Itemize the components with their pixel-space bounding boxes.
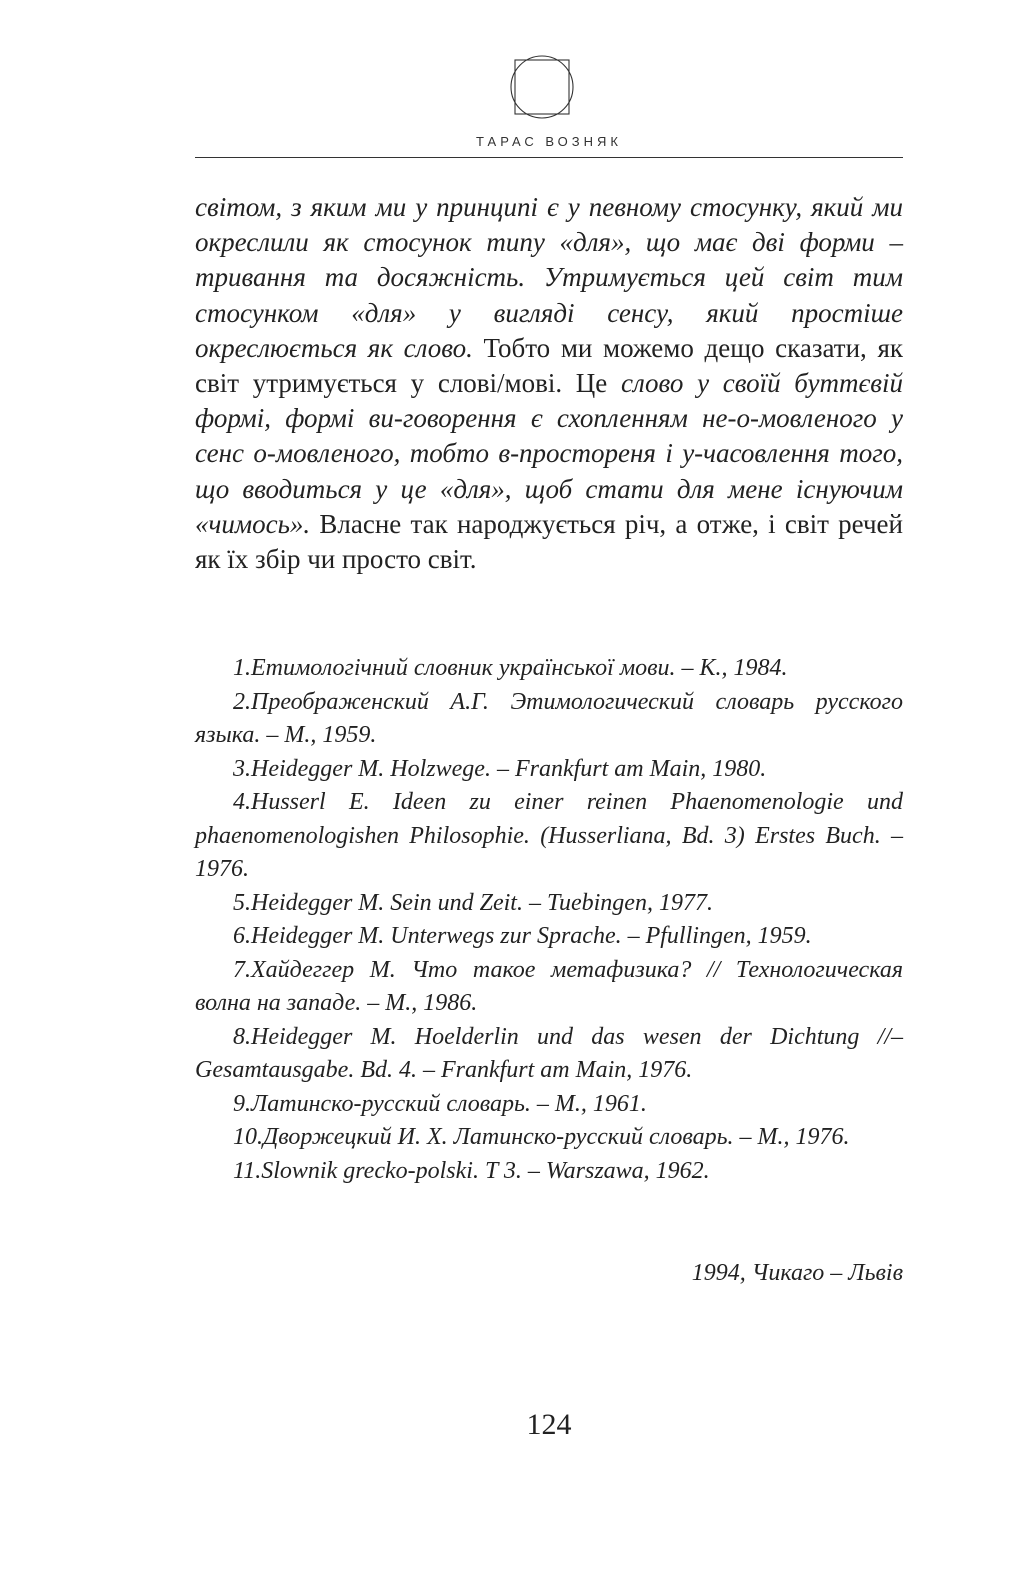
reference-item: 5.Heidegger M. Sein und Zeit. – Tuebingen, 1977. (233, 889, 713, 916)
running-head: ТАРАС ВОЗНЯК (476, 134, 622, 149)
circle-square-emblem-icon (508, 46, 576, 128)
reference-item: 10.Дворжецкий И. Х. Латинско-русский словарь. – М., 1976. (233, 1124, 850, 1150)
reference-list (195, 652, 903, 1188)
date-place-signoff: 1994, Чикаго – Львів (691, 1260, 903, 1286)
reference-item: 9.Латинско-русский словарь. – М., 1961. (233, 1090, 647, 1117)
page-number: 124 (526, 1408, 572, 1441)
header-rule (195, 157, 903, 158)
body-segment: світом, з яким ми у принципі є у певному стосунку, який ми окреслили як стосунок типу «для», що має дві форми – тривання та досяжність. Утримується цей світ тим стосунком «для» у вигляді сенсу, який простіше окреслюється як слово. (195, 192, 903, 363)
body-segment: Власне так народжується річ, а отже, і світ речей як їх збір чи просто світ. (195, 508, 903, 575)
reference-item: 6.Heidegger M. Unterwegs zur Sprache. – Pfullingen, 1959. (233, 923, 812, 949)
reference-item: 11.Slownik grecko-polski. T 3. – Warszawa, 1962. (233, 1157, 710, 1184)
reference-item: 3.Heidegger M. Holzwege. – Frankfurt am Main, 1980. (233, 755, 767, 782)
reference-item: 1.Етимологічний словник української мови. – К., 1984. (233, 655, 788, 681)
body-segment: Тобто ми можемо дещо сказати, як світ утримується у слові/мові. Це (195, 332, 903, 399)
reference-item: 7.Хайдеггер М. Что такое метафизика? // Технологическая волна на западе. – М., 1986. (195, 956, 903, 1016)
reference-item: 2.Преображенский А.Г. Этимологический словарь русского языка. – М., 1959. (195, 688, 903, 748)
reference-item: 4.Husserl E. Ideen zu einer reinen Phaenomenologie und phaenomenologishen Philosophie. (Husserliana, Bd. 3) Erstes Buch. – 1976. (195, 789, 903, 882)
body-segment: слово у своїй буттєвій формі, формі ви-говорення є схопленням не-о-мовленого у сенс о-мовленого, тобто в-простореня і у-часовлення того, що вводиться у це «для», щоб стати для мене існуючим «чимось». (195, 368, 903, 539)
reference-item: 8.Heidegger M. Hoelderlin und das wesen der Dichtung //– Gesamtausgabe. Bd. 4. – Frankfurt am Main, 1976. (195, 1023, 903, 1083)
body-paragraph (195, 190, 903, 577)
